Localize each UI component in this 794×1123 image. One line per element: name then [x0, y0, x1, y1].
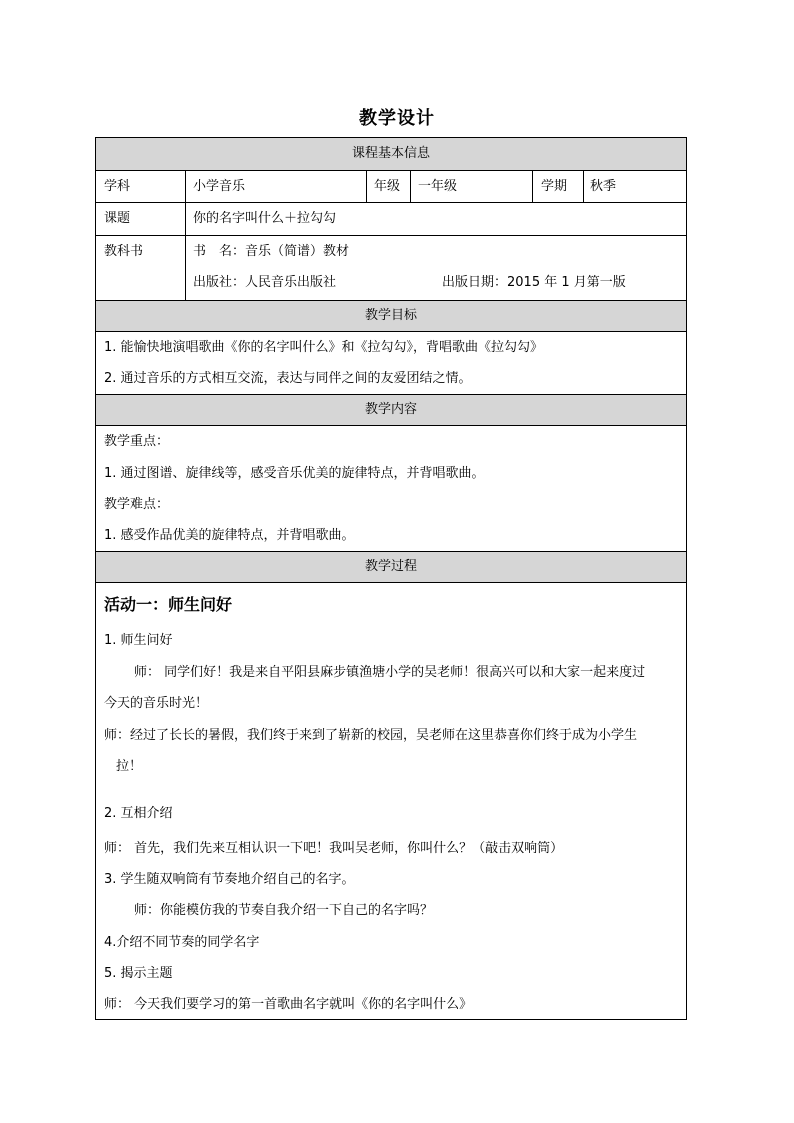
column-divider — [410, 170, 411, 202]
subject-label: 学科 — [104, 179, 131, 194]
textbook-publisher: 出版社：人民音乐出版社 — [193, 275, 337, 290]
goals-header: 教学目标 — [364, 308, 417, 323]
goal-item: 2. 通过音乐的方式相互交流，表达与同伴之间的友爱团结之情。 — [104, 371, 472, 386]
column-divider — [532, 170, 533, 202]
topic-label: 课题 — [104, 211, 131, 226]
lesson-plan-table — [95, 137, 687, 1020]
row-divider — [96, 331, 686, 332]
activity-title: 活动一：师生问好 — [104, 595, 233, 614]
process-line: 师：经过了长长的暑假，我们终于来到了崭新的校园，吴老师在这里恭喜你们终于成为小学生 — [104, 728, 638, 743]
difficult-points-label: 教学难点： — [104, 497, 170, 512]
document-title: 教学设计 — [359, 108, 435, 129]
term-value: 秋季 — [590, 179, 617, 194]
process-line: 师： 首先，我们先来互相认识一下吧！我叫吴老师，你叫什么？（敲击双响筒） — [104, 841, 564, 856]
goal-item: 1. 能愉快地演唱歌曲《你的名字叫什么》和《拉勾勾》，背唱歌曲《拉勾勾》 — [104, 340, 544, 355]
column-divider — [185, 170, 186, 300]
row-divider — [96, 300, 686, 301]
process-line: 师： 同学们好！我是来自平阳县麻步镇渔塘小学的吴老师！很高兴可以和大家一起来度过 — [134, 665, 646, 680]
process-line: 拉！ — [116, 759, 143, 774]
basic-info-header: 课程基本信息 — [351, 146, 430, 161]
term-label: 学期 — [541, 179, 568, 194]
difficult-point-item: 1. 感受作品优美的旋律特点，并背唱歌曲。 — [104, 528, 355, 543]
process-line: 师：你能模仿我的节奏自我介绍一下自己的名字吗？ — [134, 903, 434, 918]
process-header: 教学过程 — [364, 559, 417, 574]
textbook-publish-date: 出版日期：2015 年 1 月第一版 — [442, 275, 626, 290]
process-line: 3. 学生随双响筒有节奏地介绍自己的名字。 — [104, 872, 355, 887]
key-points-label: 教学重点： — [104, 434, 170, 449]
grade-value: 一年级 — [418, 179, 458, 194]
column-divider — [583, 170, 584, 202]
textbook-label: 教科书 — [104, 244, 144, 259]
grade-label: 年级 — [374, 179, 401, 194]
process-line: 1. 师生问好 — [104, 633, 173, 648]
process-line: 4.介绍不同节奏的同学名字 — [104, 935, 260, 950]
row-divider — [96, 551, 686, 552]
column-divider — [366, 170, 367, 202]
row-divider — [96, 425, 686, 426]
topic-value: 你的名字叫什么＋拉勾勾 — [193, 211, 337, 226]
process-line: 师： 今天我们要学习的第一首歌曲名字就叫《你的名字叫什么》 — [104, 997, 473, 1012]
process-line: 5. 揭示主题 — [104, 966, 173, 981]
row-divider — [96, 582, 686, 583]
process-line: 今天的音乐时光！ — [104, 696, 209, 711]
subject-value: 小学音乐 — [193, 179, 246, 194]
process-line: 2. 互相介绍 — [104, 806, 173, 821]
textbook-name: 书 名：音乐（简谱）教材 — [193, 244, 350, 259]
content-header: 教学内容 — [364, 402, 417, 417]
key-point-item: 1. 通过图谱、旋律线等，感受音乐优美的旋律特点，并背唱歌曲。 — [104, 466, 485, 481]
row-divider — [96, 394, 686, 395]
